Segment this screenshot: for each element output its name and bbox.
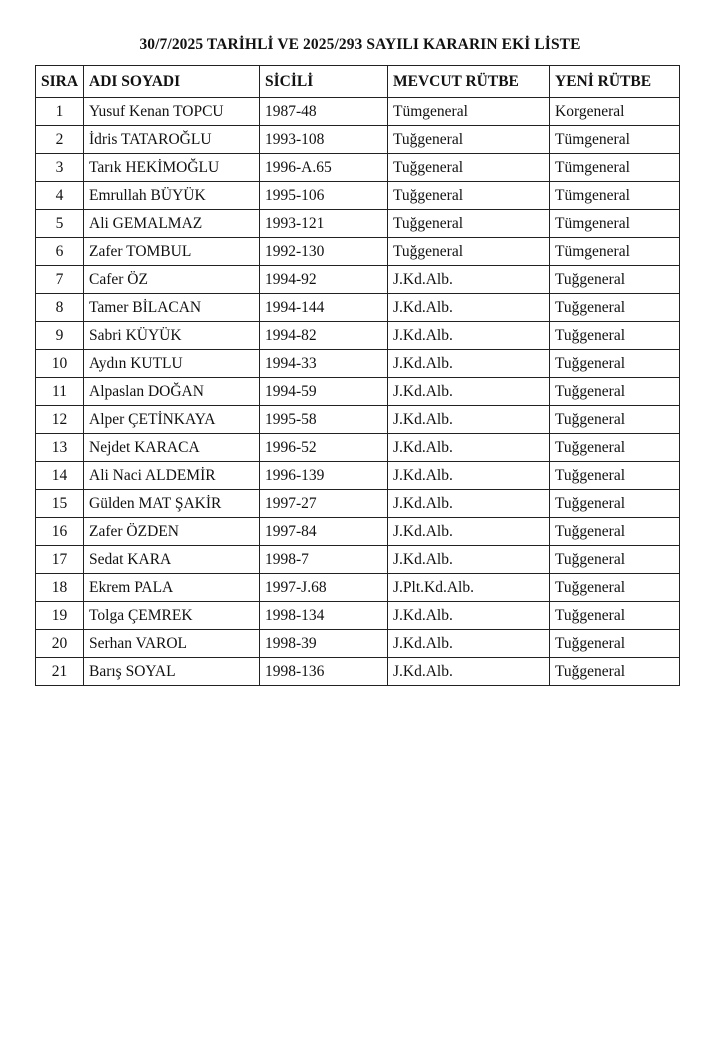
cell-name: İdris TATAROĞLU <box>84 126 260 154</box>
cell-name: Cafer ÖZ <box>84 266 260 294</box>
table-row <box>36 630 680 658</box>
cell-current-rank: Tuğgeneral <box>388 126 550 154</box>
table-row <box>36 406 680 434</box>
cell-current-rank: J.Kd.Alb. <box>388 322 550 350</box>
cell-new-rank: Tuğgeneral <box>550 406 680 434</box>
cell-sira: 18 <box>36 574 84 602</box>
cell-name: Tamer BİLACAN <box>84 294 260 322</box>
table-row <box>36 266 680 294</box>
cell-name: Ekrem PALA <box>84 574 260 602</box>
cell-new-rank: Tuğgeneral <box>550 266 680 294</box>
cell-sicil: 1994-92 <box>260 266 388 294</box>
cell-new-rank: Tümgeneral <box>550 126 680 154</box>
cell-sicil: 1994-59 <box>260 378 388 406</box>
cell-sicil: 1998-136 <box>260 658 388 686</box>
cell-current-rank: Tuğgeneral <box>388 238 550 266</box>
cell-current-rank: Tuğgeneral <box>388 182 550 210</box>
cell-current-rank: Tuğgeneral <box>388 210 550 238</box>
cell-current-rank: J.Kd.Alb. <box>388 462 550 490</box>
cell-sira: 11 <box>36 378 84 406</box>
cell-current-rank: J.Kd.Alb. <box>388 378 550 406</box>
cell-name: Aydın KUTLU <box>84 350 260 378</box>
cell-sicil: 1998-134 <box>260 602 388 630</box>
cell-new-rank: Tümgeneral <box>550 182 680 210</box>
cell-name: Tolga ÇEMREK <box>84 602 260 630</box>
cell-current-rank: J.Kd.Alb. <box>388 518 550 546</box>
cell-name: Sabri KÜYÜK <box>84 322 260 350</box>
cell-new-rank: Tuğgeneral <box>550 602 680 630</box>
table-row <box>36 238 680 266</box>
cell-current-rank: Tuğgeneral <box>388 154 550 182</box>
header-row <box>36 66 680 98</box>
cell-current-rank: J.Kd.Alb. <box>388 546 550 574</box>
cell-new-rank: Tuğgeneral <box>550 658 680 686</box>
cell-sira: 9 <box>36 322 84 350</box>
cell-sira: 8 <box>36 294 84 322</box>
table-row <box>36 574 680 602</box>
cell-sicil: 1997-27 <box>260 490 388 518</box>
cell-current-rank: J.Kd.Alb. <box>388 658 550 686</box>
header-name: ADI SOYADI <box>84 66 260 98</box>
header-new-rank: YENİ RÜTBE <box>550 66 680 98</box>
cell-sira: 16 <box>36 518 84 546</box>
cell-sicil: 1998-7 <box>260 546 388 574</box>
cell-sira: 1 <box>36 98 84 126</box>
cell-new-rank: Tuğgeneral <box>550 322 680 350</box>
promotion-list-table <box>35 65 680 686</box>
cell-current-rank: Tümgeneral <box>388 98 550 126</box>
table-row <box>36 602 680 630</box>
cell-current-rank: J.Kd.Alb. <box>388 294 550 322</box>
cell-sira: 7 <box>36 266 84 294</box>
cell-name: Alper ÇETİNKAYA <box>84 406 260 434</box>
table-row <box>36 658 680 686</box>
cell-sira: 19 <box>36 602 84 630</box>
table-row <box>36 546 680 574</box>
cell-new-rank: Tuğgeneral <box>550 518 680 546</box>
table-row <box>36 490 680 518</box>
cell-name: Ali Naci ALDEMİR <box>84 462 260 490</box>
cell-new-rank: Tuğgeneral <box>550 434 680 462</box>
cell-sira: 20 <box>36 630 84 658</box>
header-sicil: SİCİLİ <box>260 66 388 98</box>
cell-sicil: 1992-130 <box>260 238 388 266</box>
cell-name: Zafer TOMBUL <box>84 238 260 266</box>
cell-new-rank: Tuğgeneral <box>550 462 680 490</box>
cell-name: Yusuf Kenan TOPCU <box>84 98 260 126</box>
table-row <box>36 462 680 490</box>
table-row <box>36 378 680 406</box>
cell-current-rank: J.Kd.Alb. <box>388 350 550 378</box>
cell-new-rank: Tümgeneral <box>550 154 680 182</box>
cell-name: Ali GEMALMAZ <box>84 210 260 238</box>
cell-sira: 10 <box>36 350 84 378</box>
table-row <box>36 126 680 154</box>
cell-sicil: 1996-139 <box>260 462 388 490</box>
cell-sicil: 1997-84 <box>260 518 388 546</box>
cell-sira: 5 <box>36 210 84 238</box>
cell-sicil: 1996-A.65 <box>260 154 388 182</box>
cell-name: Gülden MAT ŞAKİR <box>84 490 260 518</box>
table-row <box>36 182 680 210</box>
cell-sicil: 1993-121 <box>260 210 388 238</box>
cell-current-rank: J.Kd.Alb. <box>388 434 550 462</box>
cell-sicil: 1993-108 <box>260 126 388 154</box>
cell-name: Tarık HEKİMOĞLU <box>84 154 260 182</box>
cell-current-rank: J.Kd.Alb. <box>388 490 550 518</box>
cell-sira: 6 <box>36 238 84 266</box>
cell-name: Nejdet KARACA <box>84 434 260 462</box>
cell-new-rank: Tuğgeneral <box>550 546 680 574</box>
cell-name: Emrullah BÜYÜK <box>84 182 260 210</box>
cell-current-rank: J.Plt.Kd.Alb. <box>388 574 550 602</box>
table-row <box>36 154 680 182</box>
cell-current-rank: J.Kd.Alb. <box>388 602 550 630</box>
cell-current-rank: J.Kd.Alb. <box>388 406 550 434</box>
cell-sicil: 1994-82 <box>260 322 388 350</box>
cell-name: Barış SOYAL <box>84 658 260 686</box>
cell-current-rank: J.Kd.Alb. <box>388 266 550 294</box>
cell-sira: 12 <box>36 406 84 434</box>
cell-sicil: 1996-52 <box>260 434 388 462</box>
document-title: 30/7/2025 TARİHLİ VE 2025/293 SAYILI KARARIN EKİ LİSTE <box>139 36 581 53</box>
cell-sicil: 1995-58 <box>260 406 388 434</box>
cell-new-rank: Tuğgeneral <box>550 350 680 378</box>
cell-sicil: 1994-144 <box>260 294 388 322</box>
cell-sicil: 1998-39 <box>260 630 388 658</box>
cell-name: Alpaslan DOĞAN <box>84 378 260 406</box>
cell-sira: 15 <box>36 490 84 518</box>
cell-current-rank: J.Kd.Alb. <box>388 630 550 658</box>
cell-sira: 14 <box>36 462 84 490</box>
cell-new-rank: Tuğgeneral <box>550 490 680 518</box>
cell-name: Zafer ÖZDEN <box>84 518 260 546</box>
cell-new-rank: Tümgeneral <box>550 210 680 238</box>
table-row <box>36 98 680 126</box>
cell-sira: 17 <box>36 546 84 574</box>
cell-sira: 13 <box>36 434 84 462</box>
cell-new-rank: Tümgeneral <box>550 238 680 266</box>
cell-sicil: 1995-106 <box>260 182 388 210</box>
table-row <box>36 210 680 238</box>
table-row <box>36 434 680 462</box>
table-body <box>36 98 680 686</box>
cell-sicil: 1997-J.68 <box>260 574 388 602</box>
cell-new-rank: Korgeneral <box>550 98 680 126</box>
table-row <box>36 518 680 546</box>
cell-sira: 21 <box>36 658 84 686</box>
cell-new-rank: Tuğgeneral <box>550 630 680 658</box>
table-header <box>36 66 680 98</box>
cell-new-rank: Tuğgeneral <box>550 574 680 602</box>
cell-sira: 3 <box>36 154 84 182</box>
cell-sira: 4 <box>36 182 84 210</box>
table-row <box>36 350 680 378</box>
cell-name: Serhan VAROL <box>84 630 260 658</box>
cell-sicil: 1987-48 <box>260 98 388 126</box>
cell-new-rank: Tuğgeneral <box>550 294 680 322</box>
cell-sira: 2 <box>36 126 84 154</box>
cell-name: Sedat KARA <box>84 546 260 574</box>
table-row <box>36 322 680 350</box>
header-current-rank: MEVCUT RÜTBE <box>388 66 550 98</box>
cell-sicil: 1994-33 <box>260 350 388 378</box>
table-row <box>36 294 680 322</box>
header-sira: SIRA <box>36 66 84 98</box>
cell-new-rank: Tuğgeneral <box>550 378 680 406</box>
